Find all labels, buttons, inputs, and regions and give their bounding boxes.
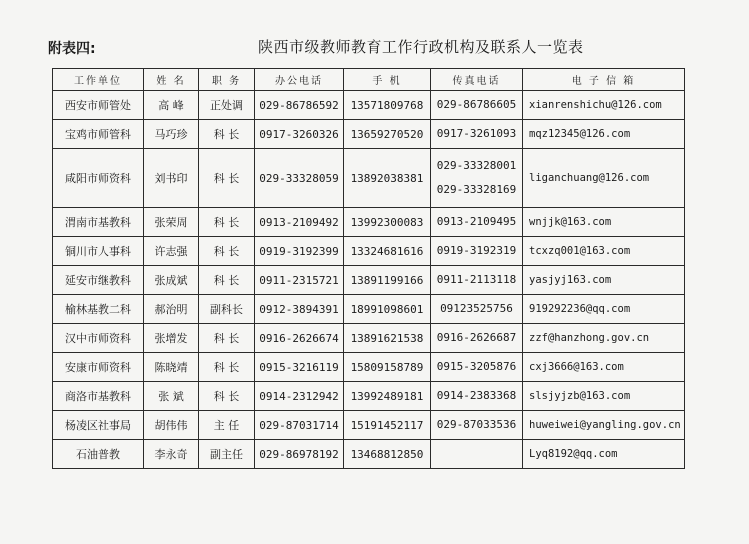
cell-mobile: 13468812850 bbox=[344, 440, 431, 469]
cell-duty: 科 长 bbox=[199, 120, 255, 149]
cell-duty: 科 长 bbox=[199, 149, 255, 208]
cell-office-phone: 029-86978192 bbox=[255, 440, 344, 469]
page-title: 陕西市级教师教育工作行政机构及联系人一览表 bbox=[258, 38, 584, 56]
cell-duty: 副主任 bbox=[199, 440, 255, 469]
cell-email: xianrenshichu@126.com bbox=[523, 91, 685, 120]
table-row bbox=[53, 382, 685, 411]
cell-email: mqz12345@126.com bbox=[523, 120, 685, 149]
cell-mobile: 13659270520 bbox=[344, 120, 431, 149]
cell-email: Lyq8192@qq.com bbox=[523, 440, 685, 469]
cell-duty: 副科长 bbox=[199, 295, 255, 324]
cell-name: 胡伟伟 bbox=[144, 411, 199, 440]
cell-mobile: 18991098601 bbox=[344, 295, 431, 324]
fax-number: 09123525756 bbox=[440, 302, 513, 315]
column-header-name: 姓 名 bbox=[144, 69, 199, 91]
cell-email: tcxzq001@163.com bbox=[523, 237, 685, 266]
fax-number: 0915-3205876 bbox=[436, 360, 517, 373]
cell-email: huweiwei@yangling.gov.cn bbox=[523, 411, 685, 440]
fax-number: 029-33328001 bbox=[436, 159, 517, 172]
cell-name: 陈晓靖 bbox=[144, 353, 199, 382]
cell-fax bbox=[431, 324, 523, 353]
table-row bbox=[53, 295, 685, 324]
cell-fax bbox=[431, 208, 523, 237]
cell-fax bbox=[431, 353, 523, 382]
cell-fax bbox=[431, 266, 523, 295]
cell-office-phone: 0912-3894391 bbox=[255, 295, 344, 324]
cell-unit: 西安市师管处 bbox=[53, 91, 144, 120]
column-header-email: 电 子 信 箱 bbox=[523, 69, 685, 91]
cell-office-phone: 0915-3216119 bbox=[255, 353, 344, 382]
fax-number: 0916-2626687 bbox=[436, 331, 517, 344]
cell-mobile: 13891621538 bbox=[344, 324, 431, 353]
cell-name: 张成斌 bbox=[144, 266, 199, 295]
cell-unit: 商洛市基教科 bbox=[53, 382, 144, 411]
cell-unit: 安康市师资科 bbox=[53, 353, 144, 382]
cell-office-phone: 0911-2315721 bbox=[255, 266, 344, 295]
fax-number: 0913-2109495 bbox=[436, 215, 517, 228]
table-row bbox=[53, 120, 685, 149]
cell-name: 张增发 bbox=[144, 324, 199, 353]
cell-office-phone: 0919-3192399 bbox=[255, 237, 344, 266]
cell-duty: 正处调 bbox=[199, 91, 255, 120]
fax-number: 029-33328169 bbox=[436, 183, 517, 196]
cell-fax bbox=[431, 382, 523, 411]
cell-unit: 延安市继教科 bbox=[53, 266, 144, 295]
column-header-office-phone: 办公电话 bbox=[255, 69, 344, 91]
cell-mobile: 15809158789 bbox=[344, 353, 431, 382]
column-header-fax: 传真电话 bbox=[431, 69, 523, 91]
cell-duty: 科 长 bbox=[199, 353, 255, 382]
cell-unit: 榆林基教二科 bbox=[53, 295, 144, 324]
fax-number: 0919-3192319 bbox=[436, 244, 517, 257]
cell-email: wnjjk@163.com bbox=[523, 208, 685, 237]
table-row bbox=[53, 266, 685, 295]
cell-office-phone: 029-86786592 bbox=[255, 91, 344, 120]
fax-number: 029-87033536 bbox=[436, 418, 517, 431]
column-header-duty: 职 务 bbox=[199, 69, 255, 91]
table-row bbox=[53, 208, 685, 237]
cell-email: 919292236@qq.com bbox=[523, 295, 685, 324]
fax-number: 0917-3261093 bbox=[436, 127, 517, 140]
cell-fax bbox=[431, 295, 523, 324]
cell-office-phone: 0914-2312942 bbox=[255, 382, 344, 411]
table-row bbox=[53, 353, 685, 382]
cell-mobile: 13992489181 bbox=[344, 382, 431, 411]
cell-unit: 汉中市师资科 bbox=[53, 324, 144, 353]
cell-fax bbox=[431, 440, 523, 469]
cell-email: slsjyjzb@163.com bbox=[523, 382, 685, 411]
table-row bbox=[53, 440, 685, 469]
fax-number: 0914-2383368 bbox=[436, 389, 517, 402]
cell-email: cxj3666@163.com bbox=[523, 353, 685, 382]
cell-duty: 科 长 bbox=[199, 266, 255, 295]
cell-unit: 渭南市基教科 bbox=[53, 208, 144, 237]
cell-name: 刘书印 bbox=[144, 149, 199, 208]
table-row bbox=[53, 149, 685, 208]
cell-mobile: 13992300083 bbox=[344, 208, 431, 237]
appendix-label: 附表四: bbox=[48, 41, 96, 57]
column-header-mobile: 手 机 bbox=[344, 69, 431, 91]
cell-mobile: 15191452117 bbox=[344, 411, 431, 440]
cell-duty: 科 长 bbox=[199, 208, 255, 237]
fax-number: 0911-2113118 bbox=[436, 273, 517, 286]
cell-fax bbox=[431, 237, 523, 266]
cell-email: liganchuang@126.com bbox=[523, 149, 685, 208]
cell-mobile: 13571809768 bbox=[344, 91, 431, 120]
cell-name: 张 斌 bbox=[144, 382, 199, 411]
cell-fax bbox=[431, 120, 523, 149]
table-header-row bbox=[53, 69, 685, 91]
cell-duty: 科 长 bbox=[199, 237, 255, 266]
cell-email: yasjyj163.com bbox=[523, 266, 685, 295]
cell-name: 郝治明 bbox=[144, 295, 199, 324]
table-row bbox=[53, 411, 685, 440]
cell-name: 马巧珍 bbox=[144, 120, 199, 149]
cell-office-phone: 0916-2626674 bbox=[255, 324, 344, 353]
cell-unit: 宝鸡市师管科 bbox=[53, 120, 144, 149]
cell-fax bbox=[431, 149, 523, 208]
cell-office-phone: 029-33328059 bbox=[255, 149, 344, 208]
cell-duty: 科 长 bbox=[199, 324, 255, 353]
cell-mobile: 13324681616 bbox=[344, 237, 431, 266]
cell-unit: 杨凌区社事局 bbox=[53, 411, 144, 440]
contact-table bbox=[52, 68, 685, 469]
cell-mobile: 13891199166 bbox=[344, 266, 431, 295]
cell-office-phone: 0917-3260326 bbox=[255, 120, 344, 149]
cell-unit: 石油普教 bbox=[53, 440, 144, 469]
cell-fax bbox=[431, 91, 523, 120]
cell-name: 张荣周 bbox=[144, 208, 199, 237]
cell-unit: 咸阳市师资科 bbox=[53, 149, 144, 208]
cell-unit: 铜川市人事科 bbox=[53, 237, 144, 266]
column-header-unit: 工作单位 bbox=[53, 69, 144, 91]
cell-office-phone: 0913-2109492 bbox=[255, 208, 344, 237]
cell-duty: 科 长 bbox=[199, 382, 255, 411]
cell-mobile: 13892038381 bbox=[344, 149, 431, 208]
cell-email: zzf@hanzhong.gov.cn bbox=[523, 324, 685, 353]
cell-fax bbox=[431, 411, 523, 440]
cell-name: 许志强 bbox=[144, 237, 199, 266]
table-row bbox=[53, 237, 685, 266]
fax-number: 029-86786605 bbox=[436, 98, 517, 111]
cell-duty: 主 任 bbox=[199, 411, 255, 440]
table-row bbox=[53, 91, 685, 120]
cell-name: 李永奇 bbox=[144, 440, 199, 469]
table-row bbox=[53, 324, 685, 353]
cell-office-phone: 029-87031714 bbox=[255, 411, 344, 440]
cell-name: 高 峰 bbox=[144, 91, 199, 120]
